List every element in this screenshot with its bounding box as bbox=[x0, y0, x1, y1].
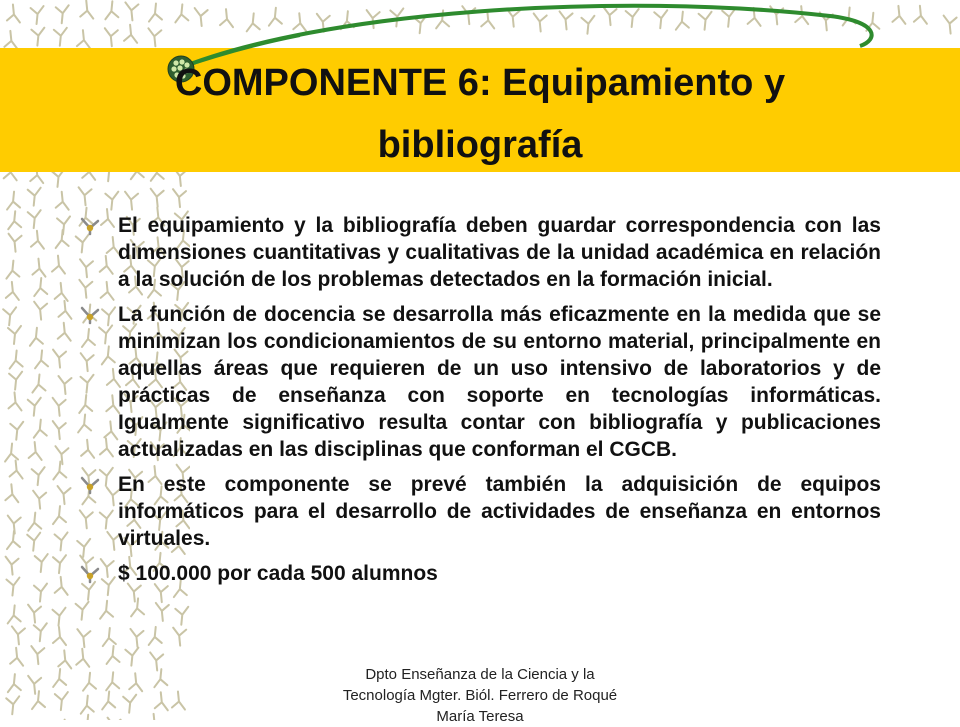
molecule-glyph bbox=[125, 648, 138, 666]
tri-leaf-bullet-icon bbox=[78, 564, 102, 584]
molecule-glyph bbox=[34, 584, 47, 602]
molecule-glyph bbox=[32, 259, 45, 277]
bullet-text: $ 100.000 por cada 500 alumnos bbox=[118, 562, 438, 585]
molecule-glyph bbox=[34, 623, 47, 641]
molecule-glyph bbox=[151, 189, 164, 207]
molecule-glyph bbox=[172, 692, 185, 710]
tri-leaf-bullet-icon bbox=[78, 475, 102, 495]
molecule-glyph bbox=[58, 486, 71, 504]
molecule-glyph bbox=[99, 325, 112, 343]
molecule-glyph bbox=[78, 414, 91, 432]
molecule-glyph bbox=[33, 491, 46, 509]
molecule-glyph bbox=[101, 209, 114, 227]
molecule-glyph bbox=[28, 513, 41, 531]
molecule-glyph bbox=[8, 674, 21, 692]
molecule-glyph bbox=[154, 669, 167, 687]
molecule-glyph bbox=[8, 326, 21, 344]
molecule-glyph bbox=[83, 673, 96, 691]
molecule-glyph bbox=[7, 192, 20, 210]
molecule-glyph bbox=[102, 691, 115, 709]
molecule-glyph bbox=[28, 210, 41, 228]
molecule-glyph bbox=[5, 484, 18, 502]
molecule-glyph bbox=[107, 646, 120, 664]
molecule-glyph bbox=[175, 607, 188, 625]
list-item bbox=[118, 471, 881, 552]
slide-footer: Dpto Enseñanza de la Ciencia y la Tecnología Mgter. Biól. Ferrero de Roqué María Teresa bbox=[330, 664, 630, 727]
molecule-glyph bbox=[32, 691, 45, 709]
molecule-glyph bbox=[35, 554, 48, 572]
molecule-glyph bbox=[53, 608, 66, 626]
molecule-glyph bbox=[150, 652, 163, 670]
molecule-glyph bbox=[80, 510, 93, 528]
molecule-glyph bbox=[80, 259, 93, 277]
molecule-glyph bbox=[79, 395, 92, 413]
molecule-glyph bbox=[80, 375, 93, 393]
molecule-glyph bbox=[3, 307, 16, 325]
molecule-glyph bbox=[58, 650, 71, 668]
molecule-glyph bbox=[58, 323, 71, 341]
molecule-glyph bbox=[6, 578, 19, 596]
molecule-glyph bbox=[102, 307, 115, 325]
molecule-glyph bbox=[156, 603, 169, 621]
molecule-glyph bbox=[34, 278, 47, 296]
list-item bbox=[118, 212, 881, 293]
molecule-glyph bbox=[9, 234, 22, 252]
molecule-glyph bbox=[10, 461, 23, 479]
molecule-glyph bbox=[105, 192, 118, 210]
list-item bbox=[118, 301, 881, 463]
molecule-glyph bbox=[82, 329, 95, 347]
molecule-glyph bbox=[30, 328, 43, 346]
molecule-glyph bbox=[5, 444, 18, 462]
tri-leaf-bullet-icon bbox=[78, 305, 102, 325]
molecule-glyph bbox=[53, 506, 66, 524]
slide-title: COMPONENTE 6: Equipamiento y bibliografía bbox=[150, 52, 810, 176]
molecule-glyph bbox=[100, 256, 113, 274]
molecule-glyph bbox=[6, 557, 19, 575]
tri-leaf-bullet-icon bbox=[78, 216, 102, 236]
molecule-glyph bbox=[57, 216, 70, 234]
molecule-glyph bbox=[125, 192, 138, 210]
molecule-glyph bbox=[8, 211, 21, 229]
molecule-glyph bbox=[10, 422, 23, 440]
molecule-glyph bbox=[12, 626, 25, 644]
molecule-glyph bbox=[155, 692, 168, 710]
molecule-glyph bbox=[27, 533, 40, 551]
molecule-glyph bbox=[79, 187, 92, 205]
molecule-glyph bbox=[28, 188, 41, 206]
molecule-glyph bbox=[123, 695, 136, 713]
molecule-glyph bbox=[29, 442, 42, 460]
molecule-glyph bbox=[82, 582, 95, 600]
molecule-glyph bbox=[31, 646, 44, 664]
molecule-glyph bbox=[28, 605, 41, 623]
molecule-glyph bbox=[7, 531, 20, 549]
molecule-glyph bbox=[130, 629, 143, 647]
molecule-glyph bbox=[77, 629, 90, 647]
molecule-glyph bbox=[100, 511, 113, 529]
molecule-glyph bbox=[100, 438, 113, 456]
molecule-glyph bbox=[53, 555, 66, 573]
molecule-glyph bbox=[31, 231, 44, 249]
molecule-glyph bbox=[56, 230, 69, 248]
molecule-glyph bbox=[53, 350, 66, 368]
bullet-text: La función de docencia se desarrolla más eficazmente en la medida que se minimizan los condicionamientos de su entorno material, principalmente en aquellas áreas que requieren de un uso intensivo de laboratorios y de prácticas de enseñanza con soporte en tecnologías informáticas. Igualmente significativo resulta contar con bibliografía y publicaciones actualizadas en las disciplinas que conforman el CGCB. bbox=[118, 303, 881, 461]
molecule-glyph bbox=[104, 421, 117, 439]
molecule-glyph bbox=[53, 461, 66, 479]
list-item bbox=[118, 560, 881, 587]
molecule-glyph bbox=[131, 598, 144, 616]
molecule-glyph bbox=[173, 189, 186, 207]
molecule-glyph bbox=[102, 577, 115, 595]
molecule-glyph bbox=[103, 628, 116, 646]
molecule-glyph bbox=[55, 692, 68, 710]
molecule-glyph bbox=[55, 446, 68, 464]
molecule-glyph bbox=[9, 372, 22, 390]
molecule-glyph bbox=[58, 376, 71, 394]
molecule-glyph bbox=[53, 398, 66, 416]
molecule-glyph bbox=[53, 627, 66, 645]
molecule-glyph bbox=[10, 648, 23, 666]
molecule-glyph bbox=[56, 192, 69, 210]
bullet-text: El equipamiento y la bibliografía deben guardar correspondencia con las dimensiones cuantitativas y cualitativas de la unidad académica en relación a la solución de los problemas detectados en la formación inicial. bbox=[118, 214, 881, 291]
molecule-glyph bbox=[101, 282, 114, 300]
molecule-glyph bbox=[32, 375, 45, 393]
molecule-glyph bbox=[6, 696, 19, 714]
molecule-glyph bbox=[55, 532, 68, 550]
molecule-glyph bbox=[34, 420, 47, 438]
molecule-glyph bbox=[6, 282, 19, 300]
molecule-glyph bbox=[148, 714, 161, 720]
molecule-glyph bbox=[76, 234, 89, 252]
molecule-glyph bbox=[81, 696, 94, 714]
molecule-glyph bbox=[79, 280, 92, 298]
molecule-glyph bbox=[106, 672, 119, 690]
molecule-glyph bbox=[6, 261, 19, 279]
molecule-glyph bbox=[28, 398, 41, 416]
molecule-glyph bbox=[8, 605, 21, 623]
molecule-glyph bbox=[32, 467, 45, 485]
bullet-text: En este componente se prevé también la adquisición de equipos informáticos para el desarrollo de actividades de enseñanza en entornos virtuales. bbox=[118, 473, 881, 550]
molecule-glyph bbox=[34, 302, 47, 320]
molecule-glyph bbox=[76, 602, 89, 620]
molecule-glyph bbox=[101, 559, 114, 577]
molecule-glyph bbox=[10, 351, 23, 369]
molecule-glyph bbox=[58, 301, 71, 319]
molecule-glyph bbox=[102, 346, 115, 364]
molecule-glyph bbox=[52, 256, 65, 274]
molecule-glyph bbox=[81, 440, 94, 458]
molecule-glyph bbox=[8, 392, 21, 410]
molecule-glyph bbox=[81, 715, 94, 720]
molecule-glyph bbox=[55, 577, 68, 595]
molecule-glyph bbox=[53, 421, 66, 439]
molecule-glyph bbox=[129, 673, 142, 691]
molecule-glyph bbox=[149, 627, 162, 645]
molecule-glyph bbox=[55, 283, 68, 301]
bullet-list bbox=[118, 212, 881, 595]
molecule-glyph bbox=[81, 353, 94, 371]
molecule-glyph bbox=[77, 539, 90, 557]
molecule-glyph bbox=[53, 669, 66, 687]
molecule-glyph bbox=[35, 350, 48, 368]
molecule-glyph bbox=[173, 628, 186, 646]
molecule-glyph bbox=[100, 601, 113, 619]
molecule-glyph bbox=[76, 649, 89, 667]
